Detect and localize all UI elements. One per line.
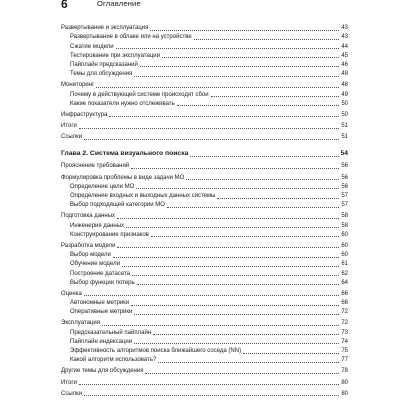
toc-entry[interactable] xyxy=(61,99,348,108)
toc-leader-dots xyxy=(158,361,339,363)
toc-entry-page: 74 xyxy=(341,338,348,345)
toc-entry-title: Инженерия данных xyxy=(70,222,125,229)
toc-entry-title: Сжатие модели xyxy=(70,43,114,50)
toc-leader-dots xyxy=(194,38,339,40)
toc-entry-page: 61 xyxy=(341,261,348,268)
toc-leader-dots xyxy=(145,372,339,374)
toc-entry-title: Предсказательный пайплайн xyxy=(70,329,152,336)
toc-leader-dots xyxy=(131,304,339,306)
toc-entry[interactable] xyxy=(61,32,348,41)
toc-entry-page: 49 xyxy=(341,91,348,98)
toc-entry-title: Почему в действующей системе происходят сбои xyxy=(70,91,209,98)
toc-leader-dots xyxy=(122,265,339,267)
toc-entry-page: 51 xyxy=(341,134,348,141)
toc-leader-dots xyxy=(137,283,339,285)
toc-leader-dots xyxy=(134,75,339,77)
toc-entry[interactable] xyxy=(61,366,348,375)
toc-leader-dots xyxy=(116,47,339,49)
toc-entry[interactable] xyxy=(61,172,348,181)
toc-entry-page: 73 xyxy=(341,329,348,336)
toc-entry-title: Ссылки xyxy=(61,390,83,397)
toc-entry[interactable] xyxy=(61,60,348,69)
toc-entry-page: 66 xyxy=(341,300,348,307)
toc-entry-title: Обучение модели xyxy=(70,261,120,268)
toc-entry-title: Выбор модели xyxy=(70,252,111,259)
toc-entry[interactable] xyxy=(61,327,348,336)
toc-entry-title: Другие темы для обсуждения xyxy=(61,368,144,375)
toc-entry[interactable] xyxy=(61,355,348,364)
toc-entry-title: Какие показатели нужно отслеживать xyxy=(70,100,175,107)
toc-entry-title: Эффективность алгоритмов поиска ближайшего соседа (NN) xyxy=(70,348,242,354)
toc-leader-dots xyxy=(79,383,339,385)
toc-entry-page: 77 xyxy=(341,357,348,364)
toc-entry-title: Оперативные метрики xyxy=(70,309,133,316)
toc-entry-title: Развертывание в облаке или на устройстве xyxy=(70,34,192,41)
toc-entry[interactable] xyxy=(61,121,348,130)
toc-entry[interactable] xyxy=(61,289,348,298)
toc-entry-title: Автономные метрики xyxy=(70,300,130,307)
toc-entry-page: 54 xyxy=(340,150,348,158)
toc-entry-page: 58 xyxy=(341,213,348,220)
toc-entry-title: Конструирование признаков xyxy=(70,231,149,238)
toc-entry-title: Глава 2. Система визуального поиска xyxy=(61,150,189,158)
toc-entry-page: 46 xyxy=(341,61,348,68)
toc-entry-page: 60 xyxy=(341,242,348,249)
toc-entry-title: Развертывание и эксплуатация xyxy=(61,25,149,32)
toc-leader-dots xyxy=(177,104,339,106)
toc-leader-dots xyxy=(113,256,339,258)
toc-entry[interactable] xyxy=(61,230,348,239)
toc-leader-dots xyxy=(186,178,339,180)
toc-leader-dots xyxy=(102,324,339,326)
toc-entry-page: 43 xyxy=(341,34,348,41)
toc-entry-page: 80 xyxy=(341,379,348,386)
toc-entry-page: 50 xyxy=(341,100,348,107)
toc-entry-title: Инфраструктура xyxy=(61,111,108,118)
toc-entry-title: Оценка xyxy=(61,290,82,297)
toc-entry[interactable] xyxy=(61,346,348,355)
toc-entry-page: 48 xyxy=(341,71,348,78)
toc-leader-dots xyxy=(136,187,339,189)
toc-leader-dots xyxy=(211,95,339,97)
toc-leader-dots xyxy=(79,127,339,129)
toc-entry[interactable] xyxy=(61,211,348,220)
toc-entry[interactable] xyxy=(61,161,348,170)
page-number: 6 xyxy=(61,0,68,11)
toc-leader-dots xyxy=(134,342,339,344)
toc-entry[interactable] xyxy=(61,132,348,141)
toc-entry-page: 78 xyxy=(341,368,348,375)
toc-entry-page: 64 xyxy=(341,279,348,286)
toc-leader-dots xyxy=(217,197,339,199)
toc-entry-title: Определение цели МО xyxy=(70,183,135,190)
toc-leader-dots xyxy=(134,313,339,315)
toc-entry-title: Подготовка данных xyxy=(61,213,116,220)
toc-entry-page: 50 xyxy=(341,111,348,118)
toc-entry-title: Выбор подходящей категории МО xyxy=(70,202,165,209)
toc-leader-dots xyxy=(162,56,339,58)
toc-entry[interactable] xyxy=(61,318,348,327)
toc-leader-dots xyxy=(117,246,339,248)
toc-entry-page: 75 xyxy=(341,348,348,354)
toc-entry-page: 56 xyxy=(341,163,348,170)
toc-entry-page: 45 xyxy=(341,52,348,59)
toc-entry-page: 44 xyxy=(341,43,348,50)
toc-entry-title: Итоги xyxy=(61,123,77,130)
toc-entry-page: 72 xyxy=(341,309,348,316)
toc-entry[interactable] xyxy=(61,89,348,98)
toc-entry-title: Пайплайн индексации xyxy=(70,338,133,345)
toc-entry[interactable] xyxy=(61,268,348,277)
toc-entry[interactable] xyxy=(61,259,348,268)
toc-leader-dots xyxy=(167,206,339,208)
toc-entry-title: Пайплайн предсказаний xyxy=(70,61,138,68)
toc-entry[interactable] xyxy=(61,389,348,398)
toc-entry[interactable] xyxy=(61,23,348,32)
toc-leader-dots xyxy=(132,274,339,276)
toc-entry-title: Построение датасета xyxy=(70,270,130,277)
toc-entry[interactable] xyxy=(61,80,348,89)
toc-entry[interactable] xyxy=(61,69,348,78)
toc-leader-dots xyxy=(150,29,339,31)
toc-entry[interactable] xyxy=(61,110,348,119)
toc-entry-title: Прояснение требований xyxy=(61,163,130,170)
toc-entry[interactable] xyxy=(61,377,348,386)
toc-entry-title: Итоги xyxy=(61,379,77,386)
toc-entry-page: 57 xyxy=(341,193,348,199)
toc-entry-page: 60 xyxy=(341,231,348,238)
toc-entry-page: 60 xyxy=(341,252,348,259)
toc-leader-dots xyxy=(117,217,339,219)
toc-leader-dots xyxy=(126,226,339,228)
toc-entry[interactable] xyxy=(61,51,348,60)
toc-chapter-entry[interactable] xyxy=(61,147,348,158)
table-of-contents xyxy=(61,23,348,398)
toc-entry-title: Мониторинг xyxy=(61,82,95,89)
toc-entry[interactable] xyxy=(61,337,348,346)
toc-entry-page: 62 xyxy=(341,270,348,277)
toc-entry-page: 57 xyxy=(341,202,348,209)
toc-entry-page: 48 xyxy=(341,82,348,89)
toc-entry-title: Формулировка проблемы в виде задачи МО xyxy=(61,174,185,181)
toc-entry[interactable] xyxy=(61,41,348,50)
toc-entry-page: 56 xyxy=(341,183,348,190)
toc-entry[interactable] xyxy=(61,278,348,287)
toc-entry-title: Определение входных и выходных данных системы xyxy=(70,193,216,199)
toc-leader-dots xyxy=(131,167,339,169)
toc-entry-title: Темы для обсуждения xyxy=(70,71,133,78)
toc-leader-dots xyxy=(109,115,339,117)
toc-entry[interactable] xyxy=(61,241,348,250)
toc-entry-page: 43 xyxy=(341,25,348,32)
toc-leader-dots xyxy=(190,155,339,157)
toc-entry-page: 51 xyxy=(341,123,348,130)
toc-entry[interactable] xyxy=(61,250,348,259)
toc-entry[interactable] xyxy=(61,307,348,316)
toc-entry-title: Какой алгоритм использовать? xyxy=(70,357,157,364)
toc-entry[interactable] xyxy=(61,298,348,307)
toc-entry-title: Тестирование при эксплуатации xyxy=(70,52,160,59)
toc-entry-page: 56 xyxy=(341,174,348,181)
toc-entry-title: Выбор функции потерь xyxy=(70,279,135,286)
toc-leader-dots xyxy=(84,294,339,296)
toc-entry[interactable] xyxy=(61,220,348,229)
toc-entry-title: Ссылки xyxy=(61,134,83,141)
toc-entry[interactable] xyxy=(61,191,348,200)
toc-entry-page: 72 xyxy=(341,320,348,327)
toc-leader-dots xyxy=(140,65,339,67)
toc-entry-page: 58 xyxy=(341,222,348,229)
toc-entry[interactable] xyxy=(61,200,348,209)
toc-leader-dots xyxy=(84,394,339,396)
toc-leader-dots xyxy=(151,235,339,237)
toc-entry-title: Эксплуатация xyxy=(61,320,100,327)
toc-entry-page: 66 xyxy=(341,290,348,297)
toc-entry-title: Разработка модели xyxy=(61,242,116,249)
toc-leader-dots xyxy=(84,138,339,140)
running-header-title: Оглавление xyxy=(97,0,141,8)
toc-leader-dots xyxy=(243,352,339,354)
toc-entry-page: 80 xyxy=(341,390,348,397)
toc-leader-dots xyxy=(153,333,339,335)
toc-entry[interactable] xyxy=(61,182,348,191)
toc-leader-dots xyxy=(96,86,339,88)
